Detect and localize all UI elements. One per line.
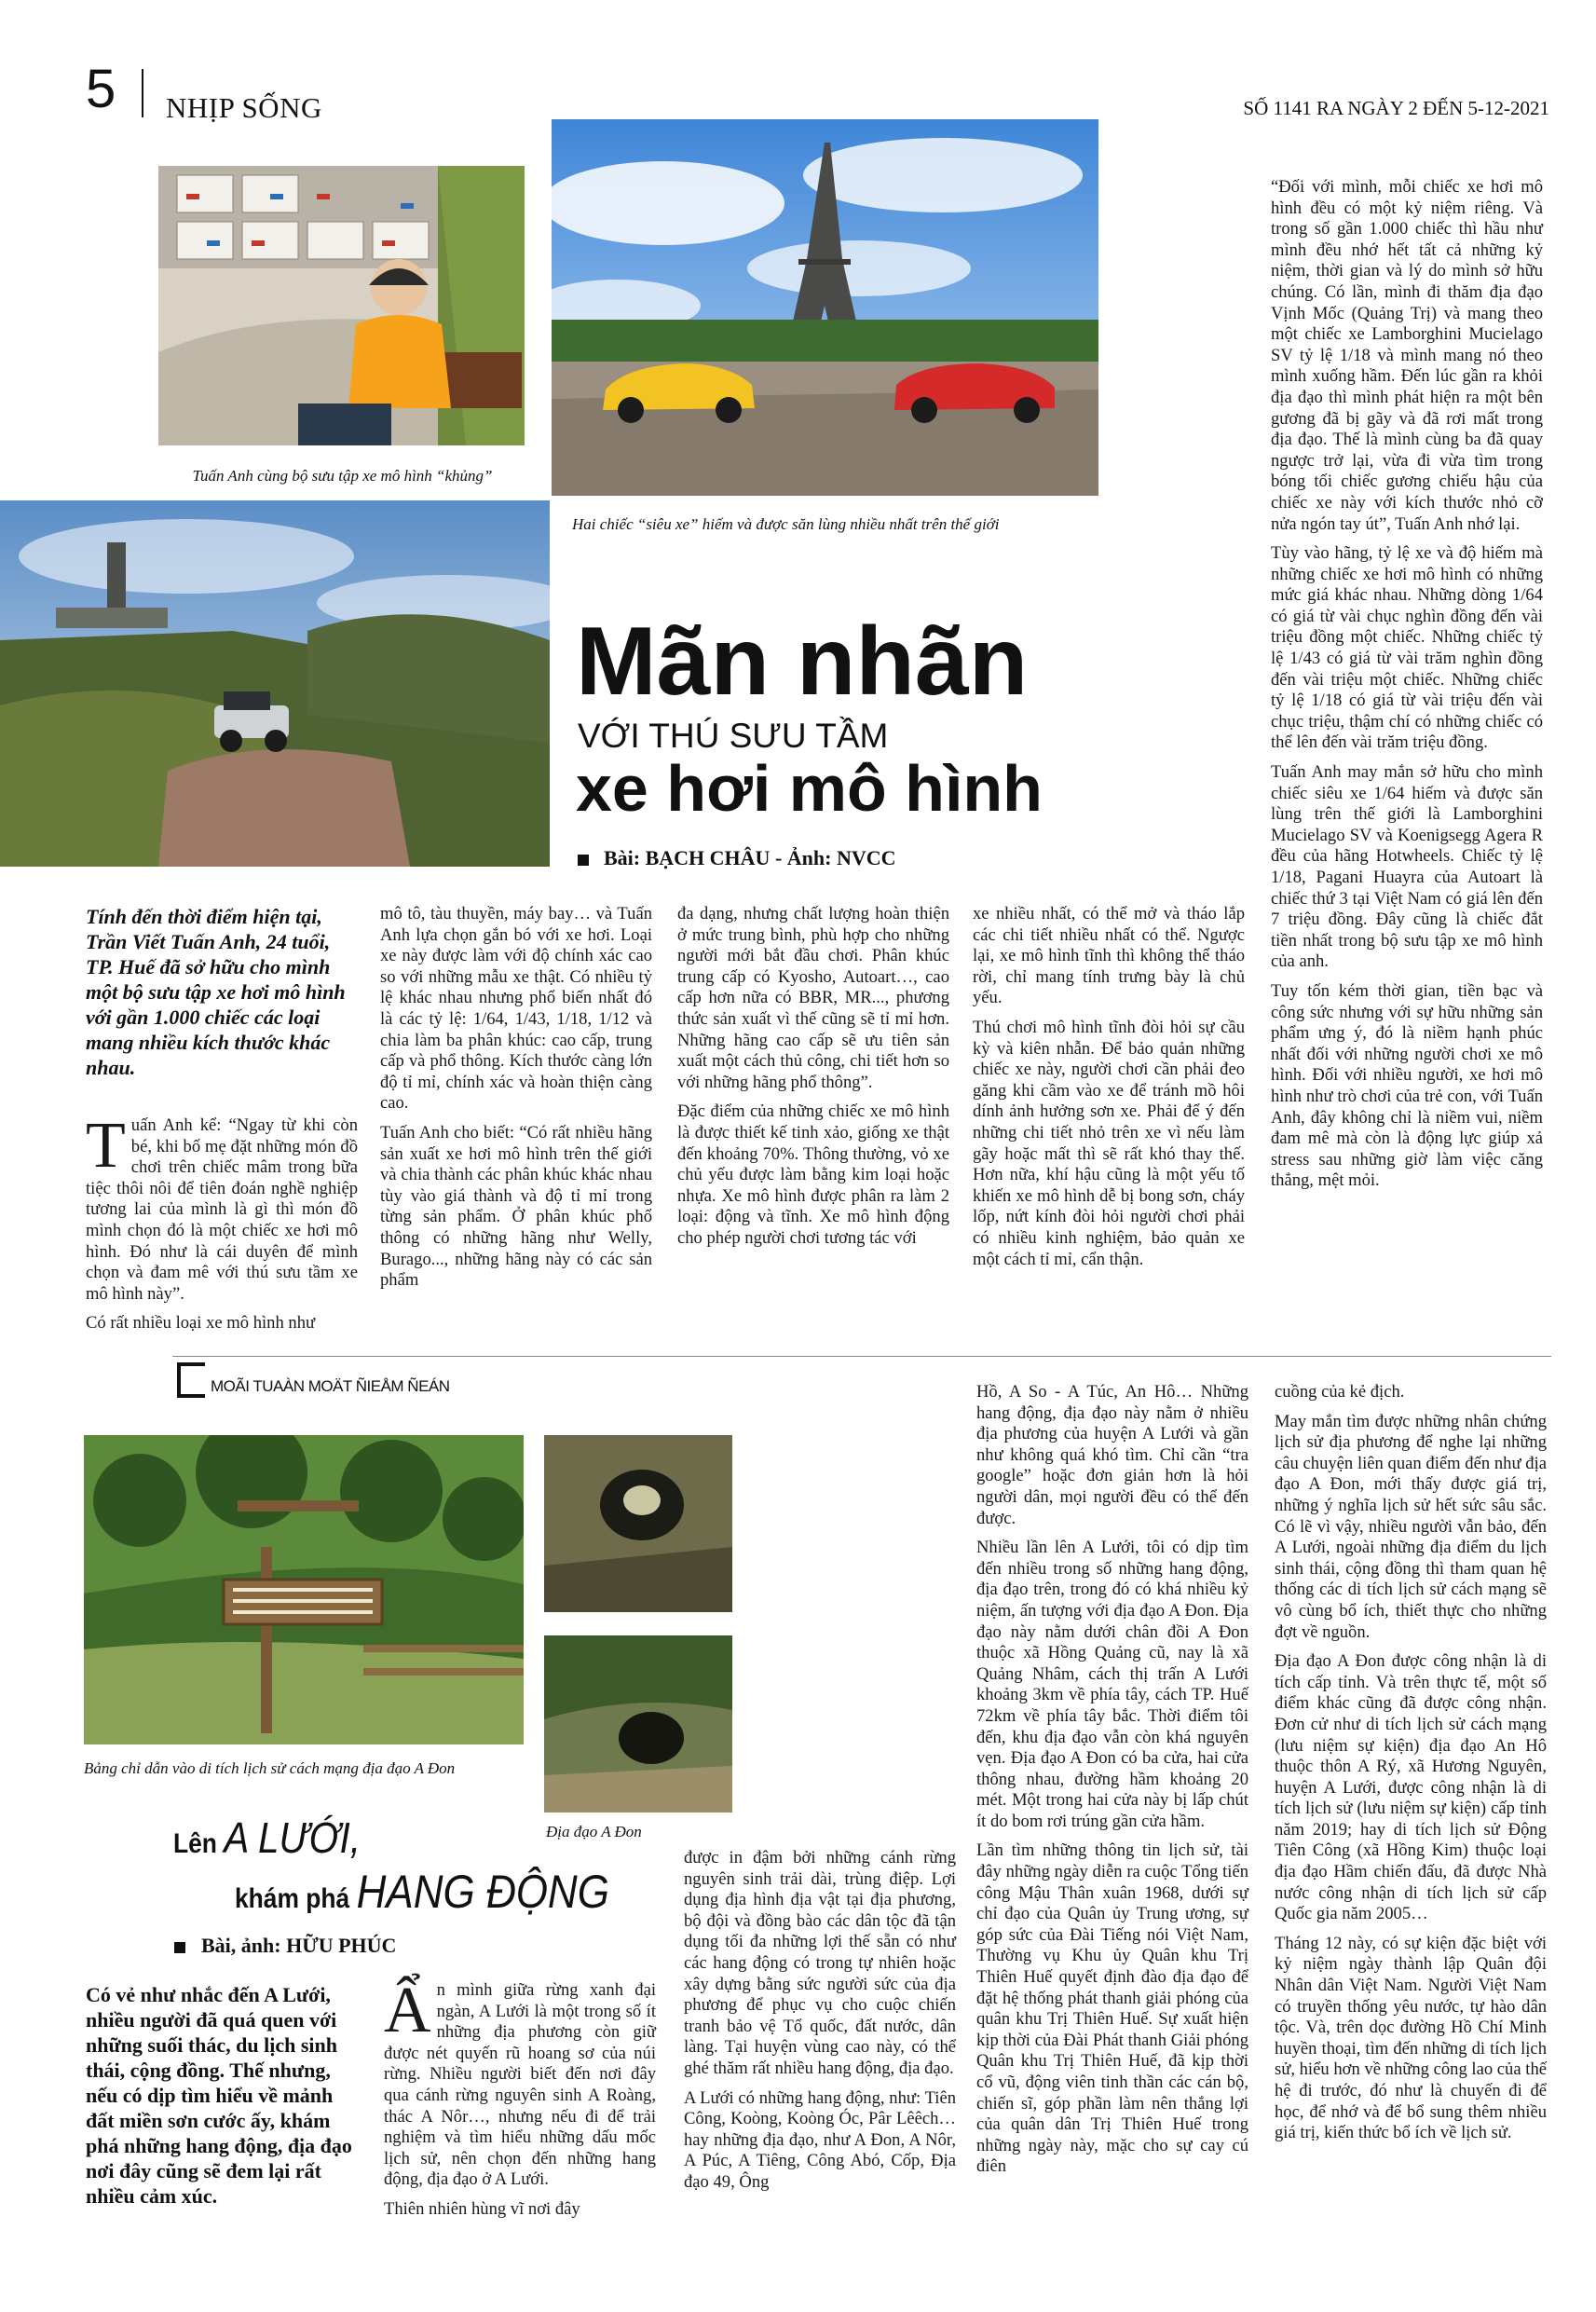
article2-col3-p2: A Lưới có những hang động, như: Tiên Công, Koòng, Koòng Óc, Pâr Lêêch… hay những địa đạo, như A Đon, A Nôr, A Púc, A Tiêng, Công Abó, Cốp, Địa đạo 49, Ông <box>684 2087 956 2192</box>
photo-person-collection <box>158 166 525 445</box>
article1-col1-p1: uấn Anh kể: “Ngay từ khi còn bé, khi bố mẹ đặt những món đồ chơi trên chiếc mâm trong bữa tiệc thôi nôi để tiên đoán nghề nghiệp tương lai của mình là gì thì món đồ mình chọn đó là một chiếc xe hơi mô hình. Đó như là cái duyên để mình chọn và đam mê với thú sưu tầm xe mô hình này”. <box>86 1115 358 1304</box>
article1-col5-p3: Tuấn Anh may mắn sở hữu cho mình chiếc siêu xe 1/64 hiếm và được săn lùng trên thế giới là Lamborghini Mucielago SV và Koenigsegg Agera R đều của hãng Hotwheels. Chiếc tỷ lệ 1/18, Pagani Huayra của Autoart là chiếc thứ 3 tại Việt Nam có giá lên đến 7 triệu đồng. Đây cũng là chiếc đắt tiền nhất trong bộ sưu tập xe mô hình của anh. <box>1271 762 1543 972</box>
article2-byline: Bài, ảnh: HỮU PHÚC <box>201 1934 397 1957</box>
photo-sign <box>84 1435 524 1744</box>
article2-col4 <box>976 1382 1248 2186</box>
title-part4: HANG ĐỘNG <box>356 1866 609 1918</box>
caption-person: Tuấn Anh cùng bộ sưu tập xe mô hình “khủng” <box>192 467 493 485</box>
article1-title-line2: VỚI THÚ SƯU TẦM <box>578 717 889 755</box>
article2-col5-p2: May mắn tìm được những nhân chứng lịch sử địa phương để nghe lại những câu chuyện liên quan điểm đến như địa đạo A Đon, mới thấy được giá trị, những ý nghĩa lịch sử hết sức sâu sắc. Có lẽ vì vậy, nhiều người vẫn bảo, đến A Lưới, ngoài những địa điểm du lịch sinh thái, cộng đồng thì tham quan hệ thống các di tích lịch sử cách mạng sẽ vô cùng bổ ích, thiết thực cho những đợt về nguồn. <box>1275 1411 1547 1642</box>
article1-lead: Tính đến thời điểm hiện tại, Trần Viết Tuấn Anh, 24 tuổi, TP. Huế đã sở hữu cho mình một bộ sưu tập xe hơi mô hình với gần 1.000 chiếc các loại mang nhiều kích thước khác nhau. <box>86 905 346 1079</box>
article1-col5-p2: Tùy vào hãng, tỷ lệ xe và độ hiếm mà những chiếc xe hơi mô hình có những mức giá khác nhau. Những dòng 1/64 có giá từ vài chục nghìn đồng đến vài triệu đồng một chiếc. Những chiếc tỷ lệ 1/43 có giá từ vài trăm nghìn đồng đến vài triệu một chiếc. Những chiếc tỷ lệ 1/18 có giá từ vài triệu đến vài chục triệu, thậm chí có những chiếc có thể lên đến vài trăm triệu đồng. <box>1271 543 1543 753</box>
article2-col5-p1: cuồng của kẻ địch. <box>1275 1382 1405 1402</box>
photo-lighthouse-jeep <box>0 500 550 867</box>
title-part2: A LƯỚI, <box>224 1813 361 1862</box>
kicker: MOÃI TUAÀN MOÄT ÑIEÅM ÑEÁN <box>211 1377 450 1395</box>
photo-eiffel-cars <box>552 119 1098 496</box>
article1-col5-p1: “Đối với mình, mỗi chiếc xe hơi mô hình đều có một kỷ niệm riêng. Và trong số gần 1.000 chiếc thì hầu như mình đều nhớ hết tất cả những kỷ niệm, thời gian và lý do mình sở hữu chúng. Có lần, mình đi thăm địa đạo Vịnh Mốc (Quảng Trị) và mang theo một chiếc xe Lamborghini Mucielago SV tỷ lệ 1/18 và mình mang nó theo mình xuống hầm. Đến lúc gần ra khỏi địa đạo thì mình phát hiện ra một bên gương đã bị gãy và đã rơi mất trong địa đạo. Thế là mình cùng ba đã quay ngược trở lại, vừa đi vừa tìm trong bóng tối chiếc gương chiếu hậu của chiếc xe này với kích thước nhỏ cỡ nửa ngón tay út”, Tuấn Anh nhớ lại. <box>1271 177 1543 534</box>
article2-col4-p2: Nhiều lần lên A Lưới, tôi có dịp tìm đến nhiều trong số những hang động, địa đạo trên, trong đó có khá nhiều kỷ niệm, ấn tượng với địa đạo A Đon. Địa đạo này nằm dưới chân đồi A Đon thuộc xã Hồng Quảng cũ, nay là xã Quảng Nhâm, cách thị trấn A Lưới khoảng 3km về phía tây, cách TP. Huế 72km về phía tây bắc. Thời điểm tôi đến, khu địa đạo vẫn còn khá nguyên vẹn. Địa đạo A Đon có ba cửa, hai cửa thông nhau, đường hầm khoảng 20 mét. Một trong hai cửa này bị lấp chút ít do bom rơi trúng gần cửa hầm. <box>976 1538 1248 1831</box>
issue-info: SỐ 1141 RA NGÀY 2 ĐẾN 5-12-2021 <box>1243 97 1549 119</box>
article1-col2 <box>380 904 652 1300</box>
article2-col2-p1: n mình giữa rừng xanh đại ngàn, A Lưới là một trong số ít những địa phương còn giữ được nét quyến rũ hoang sơ của núi rừng. Nhiều người biết đến nơi đây qua cánh rừng nguyên sinh A Roàng, thác A Nôr…, nhưng nếu đi để trải nghiệm và tìm hiểu những dấu mốc lịch sử, nên chọn đến những hang động, địa đạo ở A Lưới. <box>384 1980 656 2190</box>
article2-byline-marker <box>174 1942 185 1953</box>
article2-col4-p1: Hồ, A So - A Túc, An Hô… Những hang động, địa đạo này nằm ở nhiều địa phương của huyện A Lưới và gần như không quá khó tìm. Chỉ cần “tra google” hoặc đơn giản hơn là hỏi người dân, mọi người đều có thể đến được. <box>976 1382 1248 1528</box>
article1-byline-marker <box>578 855 589 866</box>
header-divider <box>142 69 143 117</box>
title-part3: khám phá <box>235 1883 357 1914</box>
article2-col5-p4: Tháng 12 này, có sự kiện đặc biệt với kỷ niệm ngày thành lập Quân đội Nhân dân Việt Nam. Người Việt Nam có truyền thống yêu nước, tự hào dân tộc. Và, trên dọc đường Hồ Chí Minh huyền thoại, tìm đến những di tích lịch sử, hiểu hơn về những công lao của thế hệ đi trước, đó như là chuyến đi để học, để nhớ và để bổ sung thêm nhiều giá trị, kiến thức bổ ích về lịch sử. <box>1275 1933 1547 2143</box>
article2-col3 <box>684 1848 956 2202</box>
article1-col2-p2: Tuấn Anh cho biết: “Có rất nhiều hãng sản xuất xe hơi mô hình trên thế giới và chia thành các phân khúc khác nhau tùy vào giá thành và độ tỉ mỉ trong từng sản phẩm. Ở phân khúc phổ thông có những hãng như Welly, Burago..., những hãng này có các sản phẩm <box>380 1122 652 1291</box>
article1-col1-p2: Có rất nhiều loại xe mô hình như <box>86 1313 316 1334</box>
article1-col5 <box>1271 177 1543 1200</box>
article1-col2-p1: mô tô, tàu thuyền, máy bay… và Tuấn Anh lựa chọn gắn bó với xe hơi. Loại xe này được làm với độ chính xác cao so với những mẫu xe thật. Có nhiều tỷ lệ khác nhau nhưng phổ biến nhất đó là các tỷ lệ: 1/64, 1/43, 1/18, 1/12 và chia làm ba phân khúc: cao cấp, trung cấp và phổ thông. Kích thước càng lớn độ tỉ mỉ, chính xác và hoàn thiện càng cao. <box>380 904 652 1114</box>
kicker-box-icon <box>177 1362 205 1398</box>
article1-col4-p2: Thú chơi mô hình tĩnh đòi hỏi sự cầu kỳ và kiên nhẫn. Để bảo quản những chiếc xe này, người chơi cần phải đeo găng khi cầm vào xe để tránh mồ hôi dính ảnh hưởng sơn xe. Phải để ý đến những chi tiết nhỏ trên xe vì nếu làm gãy hoặc mất thì sẽ rất khó thay thế. Hơn nữa, khí hậu cũng là một yếu tố khiến xe mô hình dễ bị bong sơn, cháy lốp, nứt kính đòi hỏi người chơi phải có nhiều kinh nghiệm, bảo quản xe một cách tỉ mỉ, cẩn thận. <box>973 1017 1245 1269</box>
title-part1: Lên <box>173 1828 225 1859</box>
article1-col4 <box>973 904 1245 1279</box>
caption-sign: Bảng chỉ dẫn vào di tích lịch sử cách mạng địa đạo A Đon <box>84 1759 456 1777</box>
article1-col4-p1: xe nhiều nhất, có thể mở và tháo lắp các chi tiết nhiều nhất có thể. Ngược lại, xe mô hình tĩnh thì không thể tháo rời, chỉ mang tính trưng bày là chủ yếu. <box>973 904 1245 1008</box>
article1-col5-p4: Tuy tốn kém thời gian, tiền bạc và công sức nhưng với sự hữu những sản phẩm ưng ý, đó là niềm hạnh phúc nhất đối với những người chơi xe mô hình. Đối với nhiều người, xe hơi mô hình như trò chơi của trẻ con, với Tuấn Anh, đây không chỉ là niềm vui, niềm đam mê mà còn là động lực giúp xả stress sau những giờ làm việc căng thẳng, mệt mỏi. <box>1271 980 1543 1191</box>
article2-dropcap: Ẩ <box>384 1975 431 2046</box>
article2-col5 <box>1275 1382 1547 2153</box>
article2-col4-p3: Lần tìm những thông tin lịch sử, tài đây những ngày diễn ra cuộc Tổng tiến công Mậu Thân xuân 1968, dưới sự chỉ đạo của Quân ủy Trung ương, sự góp sức của Đài Tiếng nói Việt Nam, Thường vụ Khu ủy Quân khu Trị Thiên Huế quyết định đào địa đạo để đặt hệ thống phát thanh giải phóng của quân khu Trị Thiên Huế. Sự xuất hiện kịp thời của Đài Phát thanh Giải phóng Quân khu Trị Thiên Huế, đã kịp thời cổ vũ, động viên tinh thần các cán bộ, chiến sĩ, góp phần làm nên thắng lợi của quân dân Trị Thiên Huế trong những ngày này, mặc cho sự cay cú điên <box>976 1840 1248 2177</box>
caption-eiffel: Hai chiếc “siêu xe” hiếm và được săn lùng nhiều nhất trên thế giới <box>572 515 1000 533</box>
caption-tunnel: Địa đạo A Đon <box>546 1823 642 1840</box>
article1-byline: Bài: BẠCH CHÂU - Ảnh: NVCC <box>604 846 896 869</box>
article1-dropcap: T <box>86 1110 126 1182</box>
article1-title-line1: Mãn nhãn <box>576 608 1029 716</box>
article2-col5-p3: Địa đạo A Đon được công nhận là di tích cấp tỉnh. Và trên thực tế, một số điểm khác cũng đã được công nhận. Đơn cử như di tích lịch sử cách mạng (lưu niệm sự kiện) địa đạo An Hô thuộc thôn A Rý, xã Hương Nguyên, huyện A Lưới, được công nhận là di tích lịch sử (lưu niệm sự kiện) cấp tỉnh năm 2019; hay di tích lịch sử Động Tiên Công (xã Hồng Kim) thuộc loại địa đạo Hầm chiến đấu, đã được Nhà nước công nhận di tích lịch sử cấp Quốc gia năm 2005… <box>1275 1651 1547 1924</box>
article1-col3-p1: đa dạng, nhưng chất lượng hoàn thiện ở mức trung bình, phù hợp cho những người mới bắt đầu chơi. Phân khúc trung cấp có Kyosho, Autoart…, cao cấp hơn nữa có BBR, MR..., phương thức sản xuất vì thế cũng sẽ tỉ mỉ hơn. Những hãng cao cấp sẽ ưu tiên sản xuất một cách thủ công, chi tiết hơn so với những hãng phổ thông”. <box>677 904 949 1092</box>
page-number: 5 <box>86 59 116 119</box>
photo-tunnel-2 <box>544 1635 732 1813</box>
article1-title-line3: xe hơi mô hình <box>576 752 1043 825</box>
article1-col3 <box>677 904 949 1258</box>
section-divider <box>172 1356 1551 1357</box>
article2-col3-p1: được in đậm bởi những cánh rừng nguyên sinh trải dài, trùng điệp. Lợi dụng địa hình địa vật tại địa phương, bộ đội và đồng bào các dân tộc đã tận dụng tối đa những lợi thế sẵn có như các hang động có trong tự nhiên hoặc xây dựng bằng sức người sức của địa phương để phục vụ cho cuộc chiến tranh bảo vệ Tổ quốc, đất nước, dân làng. Tại huyện vùng cao này, có thể ghé thăm rất nhiều hang động, địa đạo. <box>684 1848 956 2078</box>
article2-title-line1 <box>173 1813 361 1865</box>
article1-col1 <box>86 1110 358 1343</box>
article2-lead: Có vẻ như nhắc đến A Lưới, nhiều người đã quá quen với những suối thác, du lịch sinh thái, cộng đồng. Thế nhưng, nếu có dịp tìm hiểu về mảnh đất miền sơn cước ấy, khám phá những hang động, địa đạo nơi đây cũng sẽ đem lại rất nhiều cảm xúc. <box>86 1983 352 2208</box>
article2-col2-p2: Thiên nhiên hùng vĩ nơi đây <box>384 2198 580 2219</box>
article2-title-line2 <box>235 1866 609 1920</box>
section-name: NHỊP SỐNG <box>166 91 322 124</box>
article1-col3-p2: Đặc điểm của những chiếc xe mô hình là được thiết kế tinh xảo, giống xe thật đến khoảng 70%. Thông thường, vỏ xe chủ yếu được làm bằng kim loại hoặc nhựa. Xe mô hình được phân ra làm 2 loại: động và tĩnh. Xe mô hình động cho phép người chơi tương tác với <box>677 1101 949 1248</box>
photo-tunnel-1 <box>544 1435 732 1612</box>
article2-col2 <box>384 1975 656 2229</box>
